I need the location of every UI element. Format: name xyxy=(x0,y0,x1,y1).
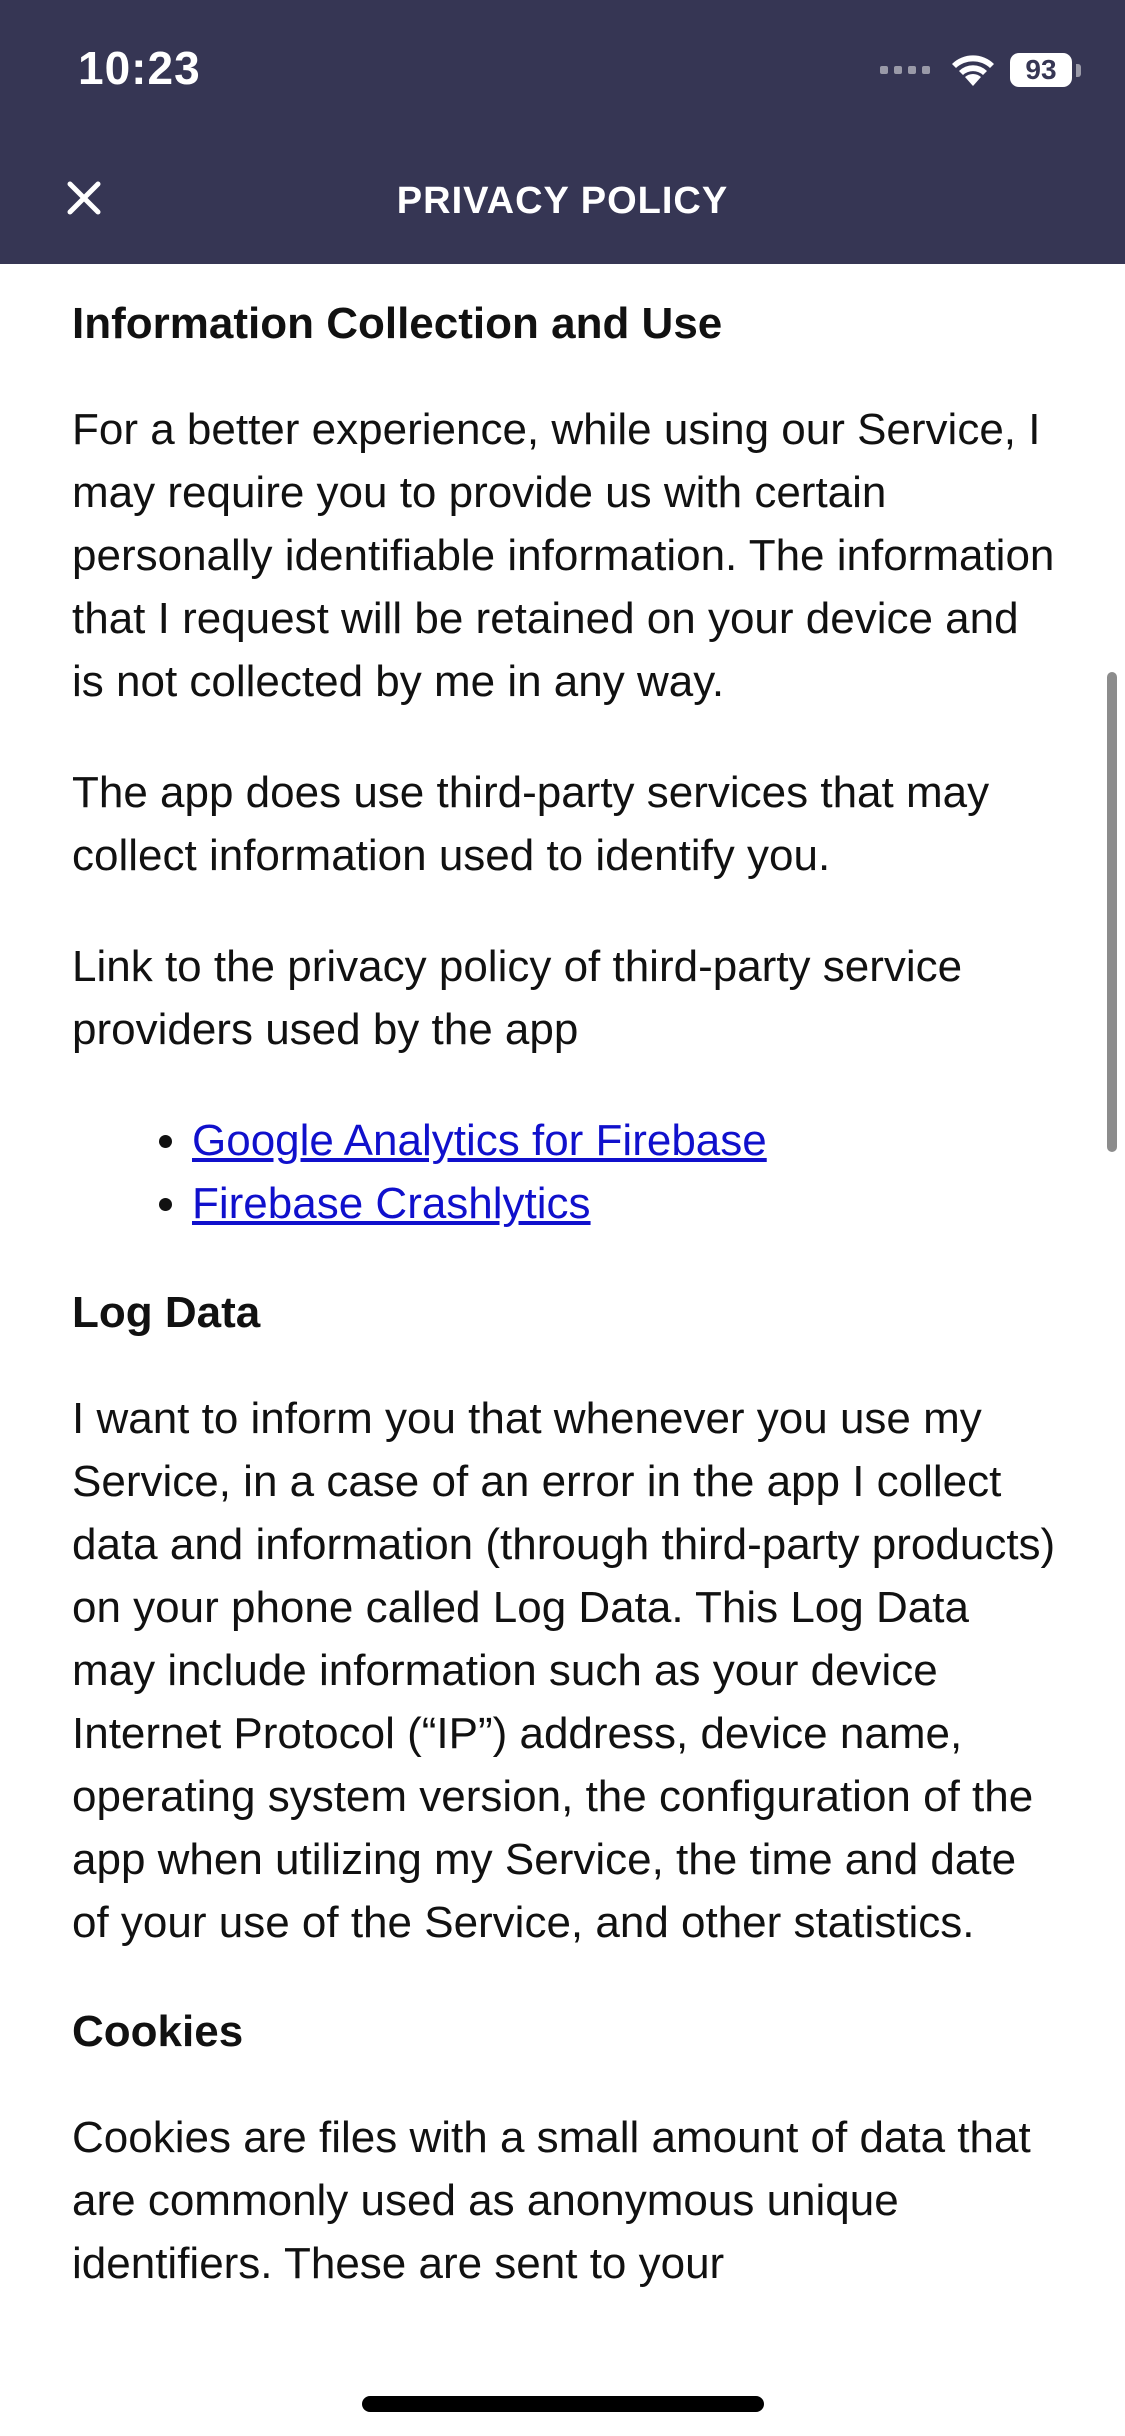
third-party-links-list xyxy=(72,1109,1062,1235)
wifi-icon xyxy=(950,52,996,88)
signal-icon xyxy=(880,66,930,74)
battery-icon xyxy=(1010,53,1072,87)
home-indicator[interactable] xyxy=(362,2396,764,2412)
section-paragraph: The app does use third-party services that may collect information used to identify you. xyxy=(72,768,990,880)
list-item xyxy=(192,1172,1062,1235)
battery-level: 93 xyxy=(1025,54,1057,85)
section-heading-cookies: Cookies xyxy=(72,2007,244,2056)
status-icons xyxy=(880,48,1081,92)
section-paragraph: For a better experience, while using our Service, I may require you to provide us with certain personally identifiable information. The information that I request will be retained on your device and is not collected by me in any way. xyxy=(72,405,1055,706)
battery-tip xyxy=(1076,64,1081,77)
list-item xyxy=(192,1109,1062,1172)
section-heading-collection: Information Collection and Use xyxy=(72,299,723,348)
page-title: PRIVACY POLICY xyxy=(396,180,729,222)
section-paragraph: I want to inform you that whenever you use my Service, in a case of an error in the app I collect data and information (through third-party products) on your phone called Log Data. This Log Data may include information such as your device Internet Protocol (“IP”) address, device name, operating system version, the configuration of the app when utilizing my Service, the time and date of your use of the Service, and other statistics. xyxy=(72,1394,1056,1947)
policy-content[interactable] xyxy=(72,294,1062,2343)
section-paragraph: Cookies are files with a small amount of data that are commonly used as anonymous unique identifiers. These are sent to your xyxy=(72,2113,1031,2288)
scrollbar[interactable] xyxy=(1107,672,1117,1152)
section-paragraph: Link to the privacy policy of third-party service providers used by the app xyxy=(72,942,963,1054)
section-heading-log-data: Log Data xyxy=(72,1288,261,1337)
firebase-crashlytics-link[interactable]: Firebase Crashlytics xyxy=(192,1179,591,1228)
status-time: 10:23 xyxy=(78,42,201,94)
header-bar xyxy=(0,0,1125,264)
google-analytics-link[interactable]: Google Analytics for Firebase xyxy=(192,1116,767,1165)
